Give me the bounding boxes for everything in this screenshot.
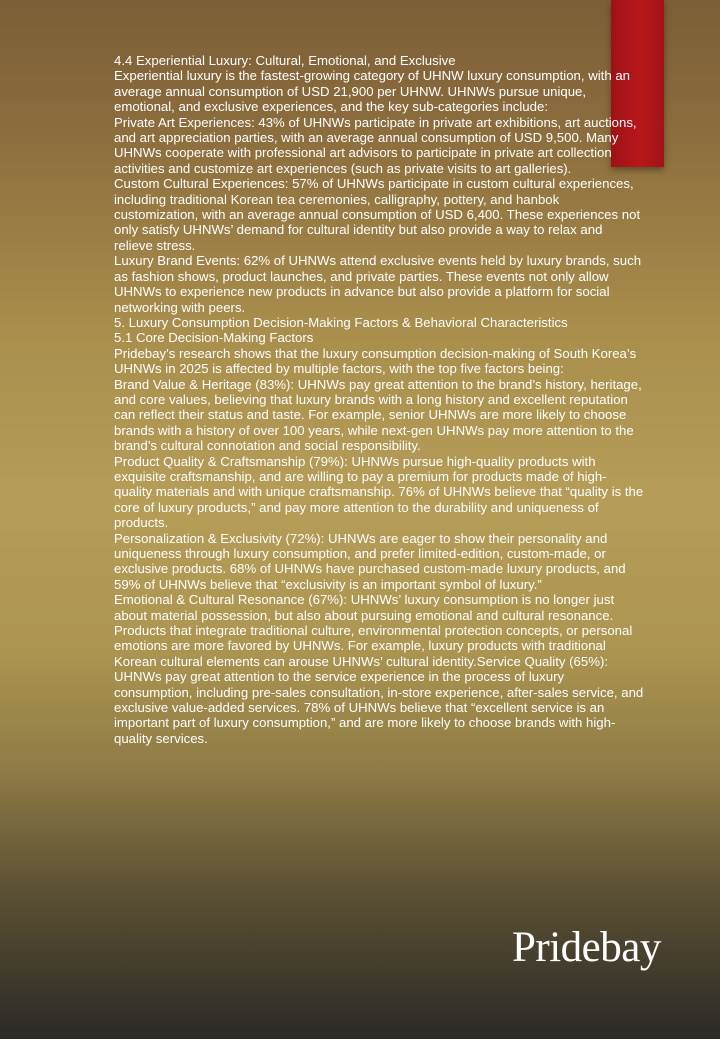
paragraph-product-quality: Product Quality & Craftsmanship (79%): UHNWs pursue high-quality products with exquisite craftsmanship, and are willing to pay a premium for products made of high-quality materials and with unique craftsmanship. 76% of UHNWs believe that “quality is the core of luxury products,” and pay more attention to the durability and uniqueness of products.	[114, 453, 644, 531]
paragraph-experiential-intro: Experiential luxury is the fastest-growing category of UHNW luxury consumption, with an average annual consumption of USD 21,900 per UHNW. UHNWs pursue unique, emotional, and exclusive experiences, and the key sub-categories include:	[114, 68, 630, 115]
section-heading-4-4: 4.4 Experiential Luxury: Cultural, Emotional, and Exclusive	[114, 53, 456, 68]
document-body	[114, 53, 644, 746]
section-heading-5-1: 5.1 Core Decision-Making Factors	[114, 330, 314, 346]
brand-logo: Pridebay	[512, 924, 661, 971]
paragraph-personalization: Personalization & Exclusivity (72%): UHNWs are eager to show their personality and uniqueness through luxury consumption, and prefer limited-edition, custom-made, or exclusive products. 68% of UHNWs have purchased custom-made luxury products, and 59% of UHNWs believe that “exclusivity is an important symbol of luxury.”	[114, 530, 626, 592]
paragraph-brand-events: Luxury Brand Events: 62% of UHNWs attend exclusive events held by luxury brands, such as fashion shows, product launches, and private parties. These events not only allow UHNWs to experience new products in advance but also provide a platform for social networking with peers.	[114, 253, 642, 315]
paragraph-brand-value: Brand Value & Heritage (83%): UHNWs pay great attention to the brand’s history, heritage, and core values, believing that luxury brands with a long history and excellent reputation can reflect their status and taste. For example, senior UHNWs are more likely to choose brands with a history of over 100 years, while next-gen UHNWs pay more attention to the brand’s cultural connotation and social responsibility.	[114, 376, 642, 454]
paragraph-emotional-service: Emotional & Cultural Resonance (67%): UHNWs’ luxury consumption is no longer just about material possession, but also about pursuing emotional and cultural resonance. Products that integrate traditional culture, environmental protection concepts, or personal emotions are more favored by UHNWs. For example, luxury products with traditional Korean cultural elements can arouse UHNWs’ cultural identity.Service Quality (65%): UHNWs pay great attention to the service experience in the process of luxury consumption, including pre-sales consultation, in-store experience, after-sales service, and exclusive value-added services. 78% of UHNWs believe that “excellent service is an important part of luxury consumption,” and are more likely to choose brands with high-quality services.	[114, 592, 644, 746]
paragraph-custom-cultural: Custom Cultural Experiences: 57% of UHNWs participate in custom cultural experiences, including traditional Korean tea ceremonies, calligraphy, pottery, and hanbok customization, with an average annual consumption of USD 6,400. These experiences not only satisfy UHNWs’ demand for cultural identity but also provide a way to relax and relieve stress.	[114, 176, 641, 253]
section-heading-5: 5. Luxury Consumption Decision-Making Factors & Behavioral Characteristics	[114, 314, 568, 330]
paragraph-private-art: Private Art Experiences: 43% of UHNWs participate in private art exhibitions, art auctions, and art appreciation parties, with an average annual consumption of USD 9,500. Many UHNWs cooperate with professional art advisors to participate in private art collection activities and customize art experiences (such as private visits to art galleries).	[114, 114, 637, 176]
paragraph-research-intro: Pridebay’s research shows that the luxury consumption decision-making of South Korea’s UHNWs in 2025 is affected by multiple factors, with the top five factors being:	[114, 345, 637, 377]
